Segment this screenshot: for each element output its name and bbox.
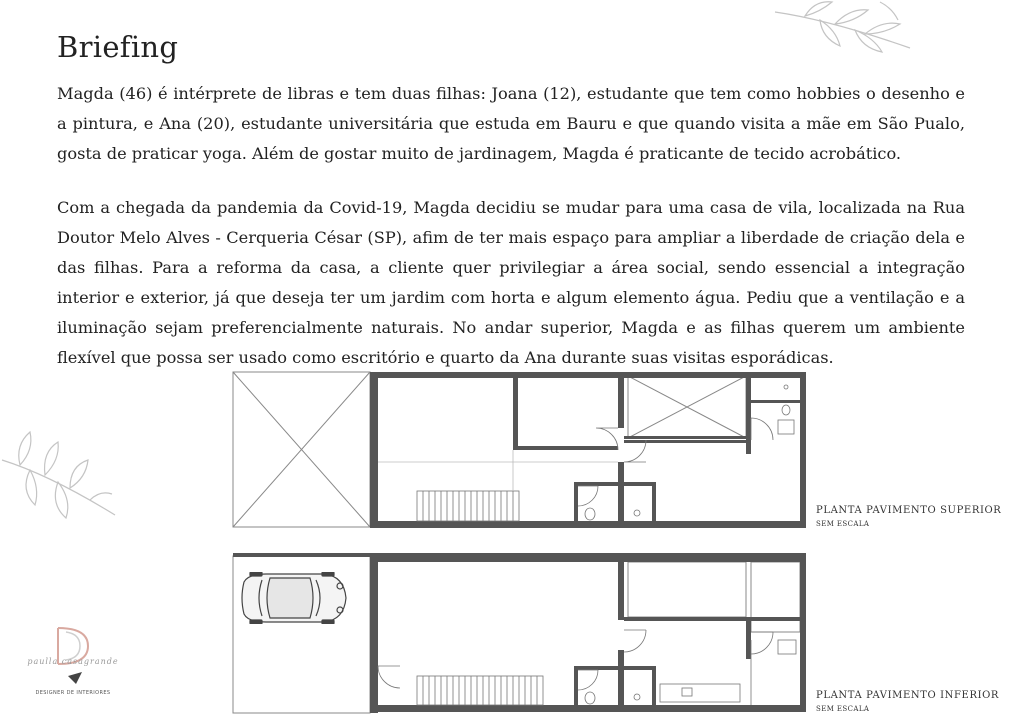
logo-signature: paulla casagrande xyxy=(27,657,119,666)
logo-subtitle: DESIGNER DE INTERIORES xyxy=(35,690,111,696)
lower-plan-title: PLANTA PAVIMENTO INFERIOR xyxy=(816,690,1000,701)
car-icon xyxy=(236,572,350,624)
upper-plan-scale: SEM ESCALA xyxy=(816,520,870,528)
briefing-paragraph-1: Magda (46) é intérprete de libras e tem duas filhas: Joana (12), estudante que tem como hobbies o desenho e a pintura, e Ana (20), estudante universitária que estuda em Bauru e que quando visita a mãe em São Pualo, gosta de praticar yoga. Além de gostar muito de jardinagem, Magda é praticante de tecido acrobático. xyxy=(57,84,965,163)
lower-plan-scale: SEM ESCALA xyxy=(816,705,870,713)
upper-plan-title: PLANTA PAVIMENTO SUPERIOR xyxy=(816,505,1002,516)
leaf-branch-icon xyxy=(0,420,120,530)
page-title: Briefing xyxy=(57,30,179,64)
leaf-branch-icon xyxy=(770,0,920,60)
briefing-paragraph-2: Com a chegada da pandemia da Covid-19, Magda decidiu se mudar para uma casa de vila, localizada na Rua Doutor Melo Alves - Cerqueria César (SP), afim de ter mais espaço para ampliar a liberdade de criação dela e das filhas. Para a reforma da casa, a cliente quer privilegiar a área social, sendo essencial a integração interior e exterior, já que deseja ter um jardim com horta e algum elemento água. Pediu que a ventilação e a iluminação sejam preferencialmente naturais. No andar superior, Magda e as filhas querem um ambiente flexível que possa ser usado como escritório e quarto da Ana durante suas visitas esporádicas. xyxy=(57,198,965,367)
